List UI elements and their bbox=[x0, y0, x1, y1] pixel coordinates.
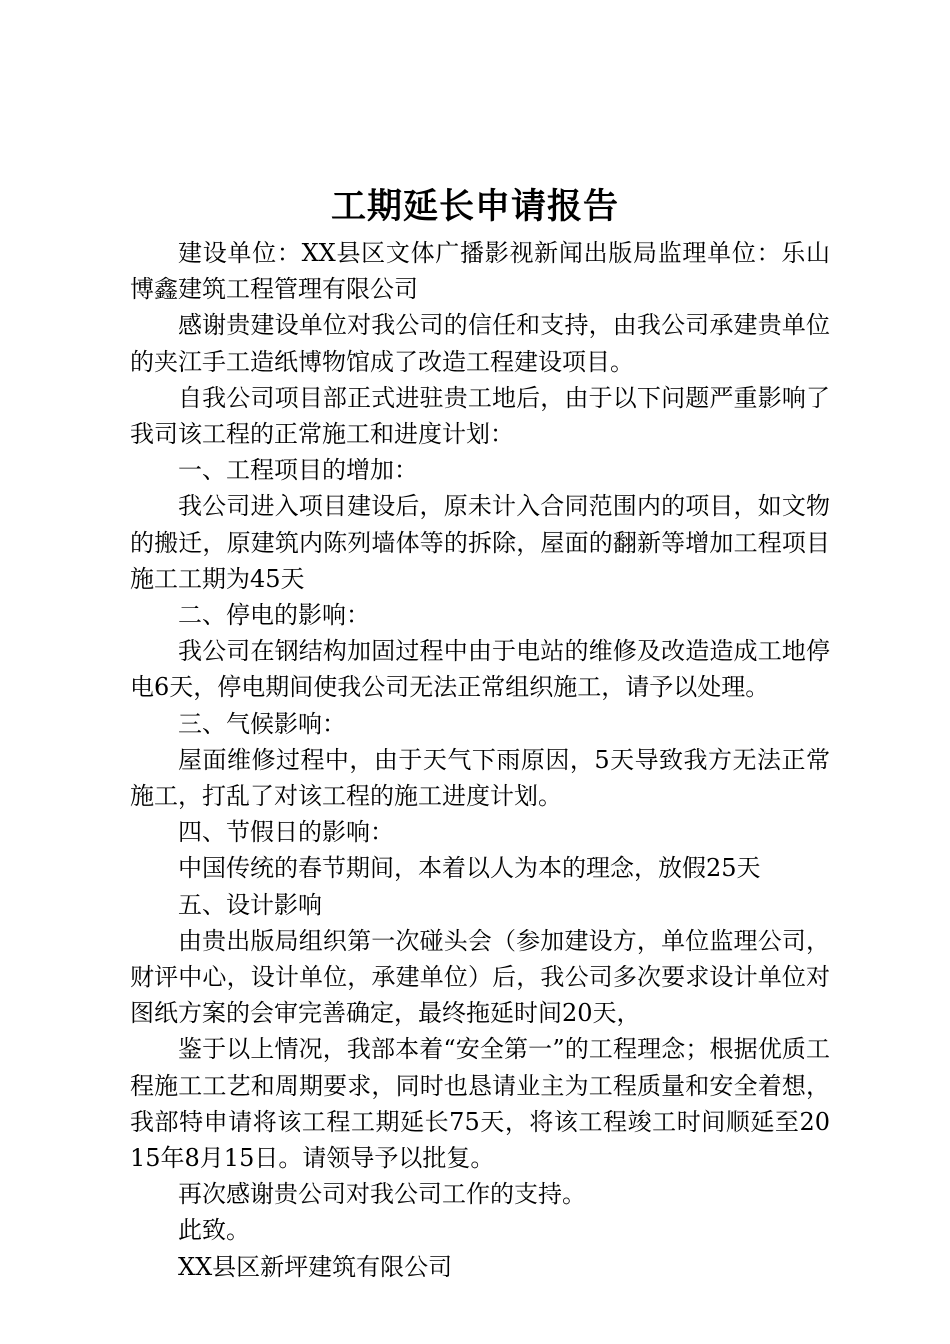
document-title: 工期延长申请报告 bbox=[330, 186, 619, 227]
heading-item-4: 四、节假日的影响： bbox=[178, 818, 394, 847]
paragraph-closing-thanks: 再次感谢贵公司对我公司工作的支持。 bbox=[178, 1180, 586, 1209]
paragraph-item-1: 我公司进入项目建设后，原未计入合同范围内的项目，如文物的搬迁，原建筑内陈列墙体等的拆除，屋面的翻新等增加工程项目施工工期为45天 bbox=[130, 492, 830, 593]
document-body bbox=[130, 235, 830, 1285]
heading-item-2: 二、停电的影响： bbox=[178, 601, 370, 630]
paragraph-intro: 自我公司项目部正式进驻贵工地后，由于以下问题严重影响了我司该工程的正常施工和进度计划： bbox=[130, 383, 830, 449]
paragraph-item-2: 我公司在钢结构加固过程中由于电站的维修及改造造成工地停电6天，停电期间使我公司无法正常组织施工，请予以处理。 bbox=[130, 637, 830, 702]
heading-item-5: 五、设计影响 bbox=[178, 890, 322, 919]
paragraph-salutation: 此致。 bbox=[178, 1216, 250, 1245]
paragraph-request: 鉴于以上情况，我部本着“安全第一”的工程理念；根据优质工程施工工艺和周期要求，同时也恳请业主为工程质量和安全着想，我部特申请将该工程工期延长75天，将该工程竣工时间顺延至2015年8月15日。请领导予以批复。 bbox=[130, 1035, 830, 1173]
heading-item-3: 三、气候影响： bbox=[178, 709, 346, 738]
paragraph-parties: 建设单位：XX县区文体广播影视新闻出版局监理单位：乐山博鑫建筑工程管理有限公司 bbox=[130, 239, 830, 304]
heading-item-1: 一、工程项目的增加： bbox=[178, 456, 418, 485]
paragraph-item-4: 中国传统的春节期间，本着以人为本的理念，放假25天 bbox=[178, 854, 761, 883]
paragraph-thanks: 感谢贵建设单位对我公司的信任和支持，由我公司承建贵单位的夹江手工造纸博物馆成了改造工程建设项目。 bbox=[130, 311, 830, 376]
paragraph-item-5: 由贵出版局组织第一次碰头会（参加建设方，单位监理公司，财评中心，设计单位，承建单位）后，我公司多次要求设计单位对图纸方案的会审完善确定，最终拖延时间20天， bbox=[130, 926, 830, 1028]
paragraph-signature: XX县区新坪建筑有限公司 bbox=[178, 1252, 453, 1281]
paragraph-item-3: 屋面维修过程中，由于天气下雨原因，5天导致我方无法正常施工，打乱了对该工程的施工进度计划。 bbox=[130, 745, 830, 811]
